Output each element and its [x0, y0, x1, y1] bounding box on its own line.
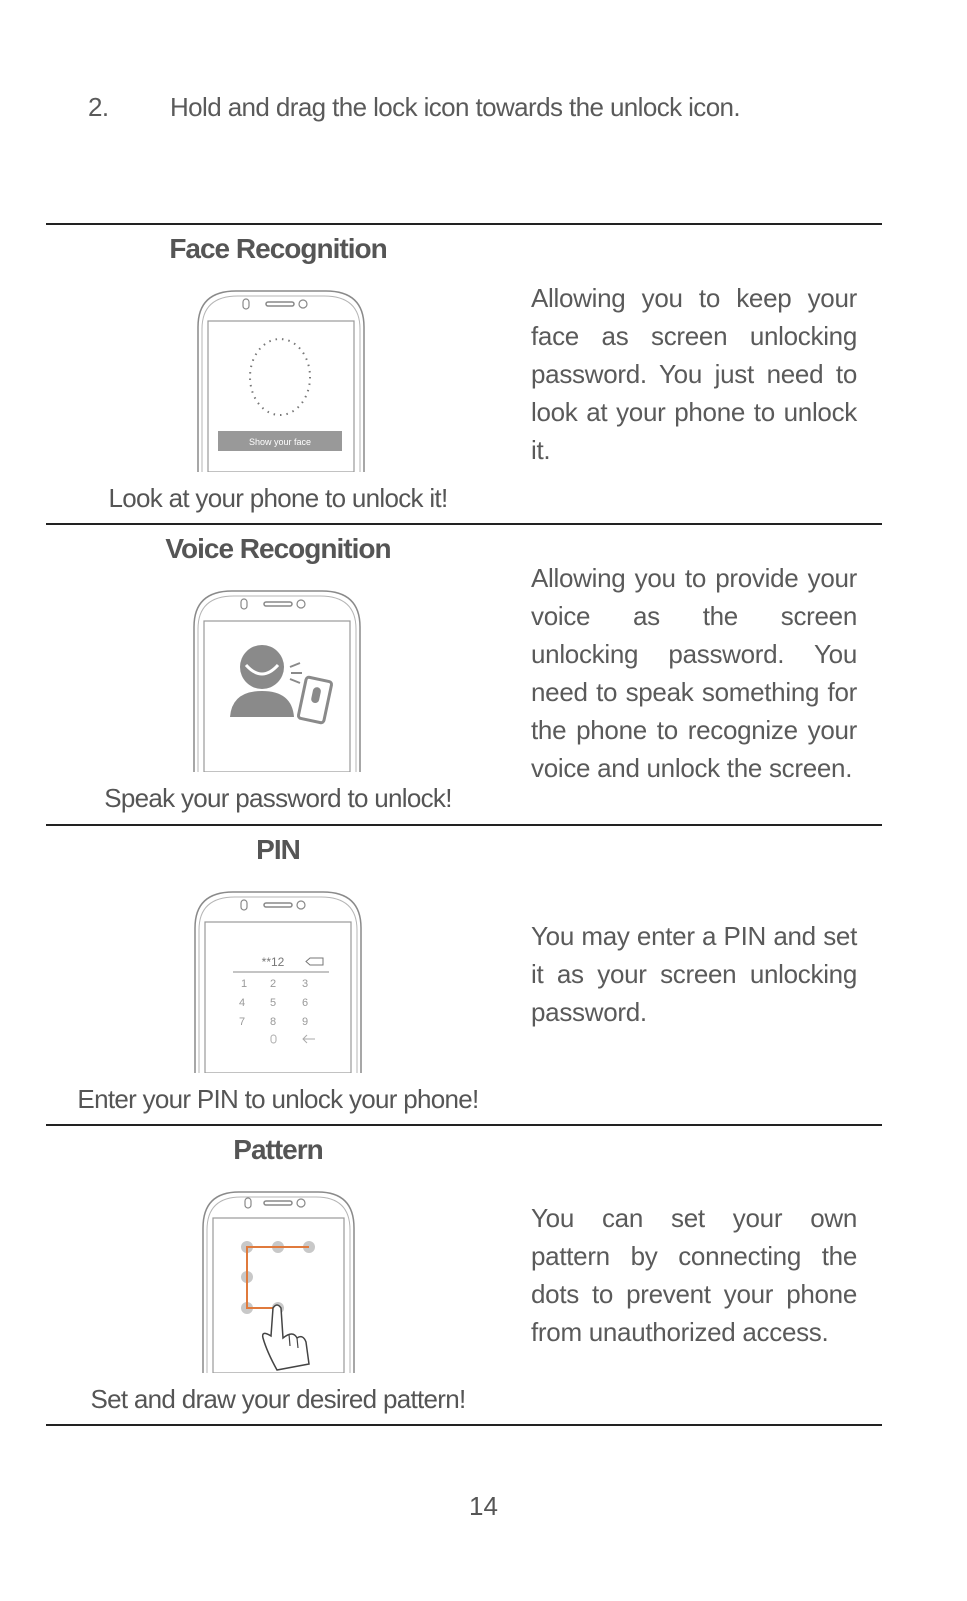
section-title: Face Recognition — [169, 233, 387, 264]
section-title: Pattern — [233, 1134, 323, 1165]
keypad-key: 4 — [239, 997, 246, 1009]
section-description: Allowing you to provide your voice as the screen unlocking password. You need to speak something for the phone to recognize your voice and unlock the screen. — [531, 563, 857, 783]
table-rule-bottom — [46, 1424, 882, 1426]
keypad-key: 2 — [270, 978, 277, 990]
keypad-key: 6 — [302, 997, 309, 1009]
keypad-key: 7 — [239, 1016, 246, 1028]
pin-display: **12 — [261, 955, 285, 969]
pin-row — [46, 826, 882, 1124]
page-number: 14 — [469, 1491, 498, 1521]
step-number: 2. — [88, 92, 109, 122]
pin-unlock-phone-illustration — [193, 888, 363, 1073]
section-caption: Enter your PIN to unlock your phone! — [77, 1084, 479, 1114]
keypad-key: 5 — [270, 997, 277, 1009]
keypad-key: 1 — [241, 978, 248, 990]
keypad-key: 9 — [302, 1016, 309, 1028]
keypad-key: 3 — [302, 978, 309, 990]
section-description: You may enter a PIN and set it as your screen unlocking password. — [531, 921, 857, 1027]
pattern-unlock-phone-illustration — [201, 1188, 356, 1373]
show-your-face-label: Show your face — [248, 437, 312, 447]
section-title: PIN — [256, 834, 300, 865]
section-title: Voice Recognition — [165, 533, 391, 564]
face-recognition-row — [46, 225, 882, 523]
voice-recognition-row — [46, 525, 882, 824]
face-unlock-phone-illustration — [196, 287, 366, 472]
pattern-row — [46, 1126, 882, 1424]
section-description: You can set your own pattern by connecting the dots to prevent your phone from unauthorized access. — [531, 1203, 857, 1347]
section-description: Allowing you to keep your face as screen unlocking password. You just need to look at your phone to unlock it. — [531, 283, 857, 465]
step-text: Hold and drag the lock icon towards the unlock icon. — [170, 92, 741, 122]
keypad-key: 8 — [270, 1016, 277, 1028]
section-caption: Look at your phone to unlock it! — [108, 483, 448, 513]
voice-unlock-phone-illustration — [192, 587, 362, 772]
section-caption: Speak your password to unlock! — [104, 783, 452, 813]
section-caption: Set and draw your desired pattern! — [90, 1384, 466, 1414]
